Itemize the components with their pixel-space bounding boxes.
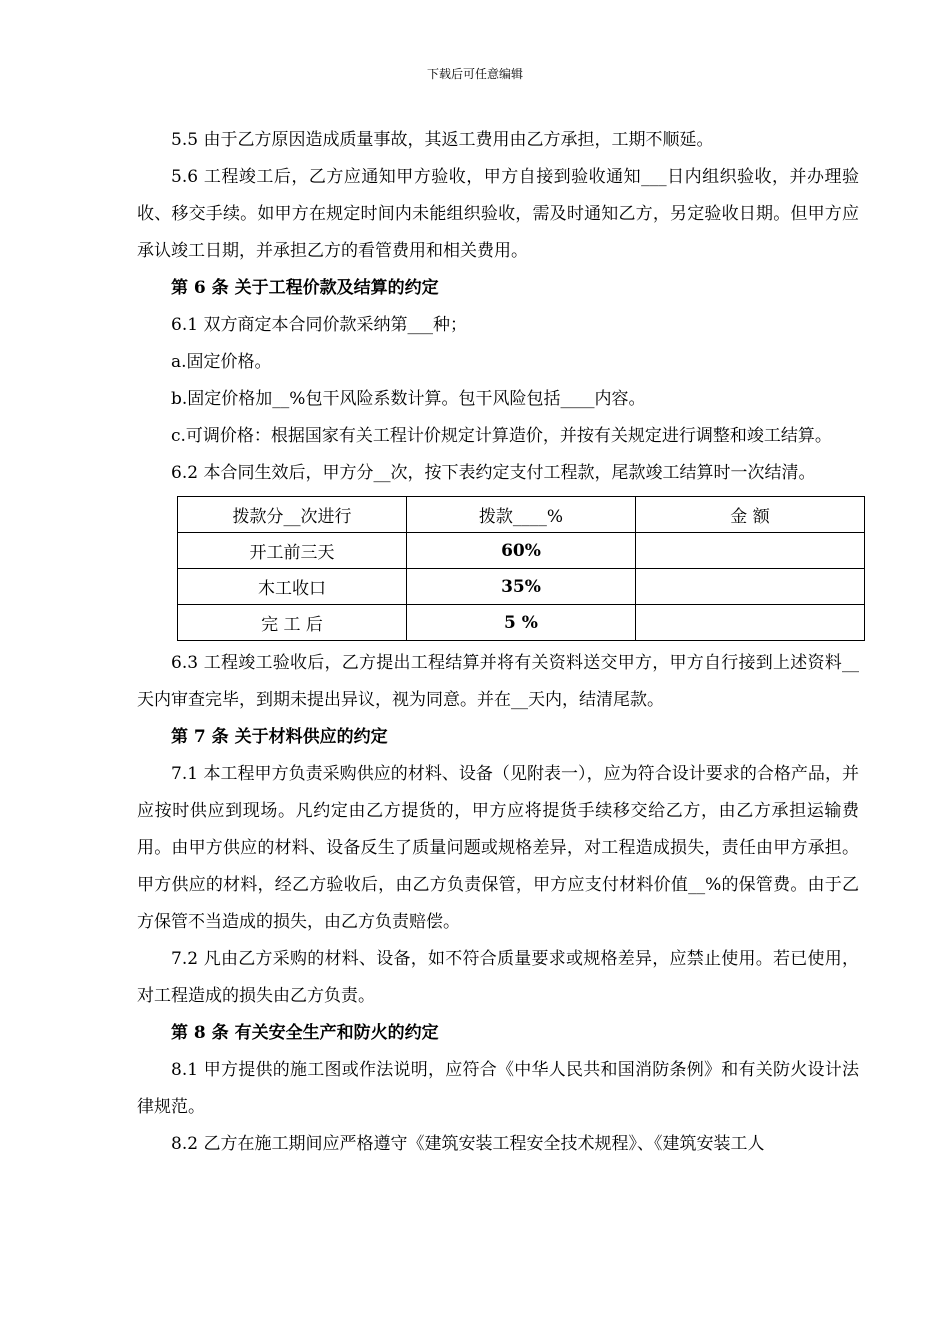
paragraph: 7.2 凡由乙方采购的材料、设备，如不符合质量要求或规格差异，应禁止使用。若已使用，对工程造成的损失由乙方负责。	[137, 949, 859, 1006]
page-header: 下载后可任意编辑	[426, 67, 523, 81]
paragraph: 6.1 双方商定本合同价款采纳第___种；	[171, 315, 467, 335]
table-header-cell: 拨款____%	[407, 497, 636, 533]
paragraph: b.固定价格加__%包干风险系数计算。包干风险包括____内容。	[171, 389, 646, 409]
section-heading: 第 8 条 有关安全生产和防火的约定	[171, 1023, 439, 1043]
table-row	[178, 605, 865, 641]
paragraph: 8.2 乙方在施工期间应严格遵守《建筑安装工程安全技术规程》、《建筑安装工人	[171, 1134, 765, 1154]
table-cell-amount	[636, 605, 865, 641]
table-cell-stage: 完 工 后	[178, 605, 407, 641]
table-row	[178, 569, 865, 605]
table-cell-amount	[636, 533, 865, 569]
table-cell-percent: 35%	[407, 569, 636, 605]
paragraphs-before-table	[137, 122, 859, 492]
table-header-cell: 金 额	[636, 497, 865, 533]
table-cell-stage: 木工收口	[178, 569, 407, 605]
paragraph: a.固定价格。	[171, 352, 272, 372]
paragraph: 6.3 工程竣工验收后，乙方提出工程结算并将有关资料送交甲方，甲方自行接到上述资料__天内审查完毕，到期未提出异议，视为同意。并在__天内，结清尾款。	[137, 653, 859, 710]
paragraph: 6.2 本合同生效后，甲方分__次，按下表约定支付工程款，尾款竣工结算时一次结清。	[171, 463, 816, 483]
paragraph: 8.1 甲方提供的施工图或作法说明，应符合《中华人民共和国消防条例》和有关防火设计法律规范。	[137, 1060, 859, 1117]
table-header-cell: 拨款分__次进行	[178, 497, 407, 533]
paragraph: 5.6 工程竣工后，乙方应通知甲方验收，甲方自接到验收通知___日内组织验收，并办理验收、移交手续。如甲方在规定时间内未能组织验收，需及时通知乙方，另定验收日期。但甲方应承认竣工日期，并承担乙方的看管费用和相关费用。	[137, 167, 859, 261]
table-cell-stage: 开工前三天	[178, 533, 407, 569]
table-cell-percent: 60%	[407, 533, 636, 569]
paragraph: c.可调价格：根据国家有关工程计价规定计算造价，并按有关规定进行调整和竣工结算。	[171, 426, 832, 446]
paragraph: 7.1 本工程甲方负责采购供应的材料、设备（见附表一），应为符合设计要求的合格产品，并应按时供应到现场。凡约定由乙方提货的，甲方应将提货手续移交给乙方，由乙方承担运输费用。由甲方供应的材料、设备反生了质量问题或规格差异，对工程造成损失，责任由甲方承担。甲方供应的材料，经乙方验收后，由乙方负责保管，甲方应支付材料价值__%的保管费。由于乙方保管不当造成的损失，由乙方负责赔偿。	[137, 764, 859, 932]
table-row	[178, 533, 865, 569]
document-body	[137, 122, 859, 1163]
section-heading: 第 6 条 关于工程价款及结算的约定	[171, 278, 439, 298]
paragraph: 5.5 由于乙方原因造成质量事故，其返工费用由乙方承担，工期不顺延。	[171, 130, 714, 150]
table-cell-amount	[636, 569, 865, 605]
table-cell-percent: 5 %	[407, 605, 636, 641]
table-header-row	[178, 497, 865, 533]
paragraphs-after-table	[137, 645, 859, 1163]
payment-schedule-table	[177, 496, 865, 641]
section-heading: 第 7 条 关于材料供应的约定	[171, 727, 388, 747]
